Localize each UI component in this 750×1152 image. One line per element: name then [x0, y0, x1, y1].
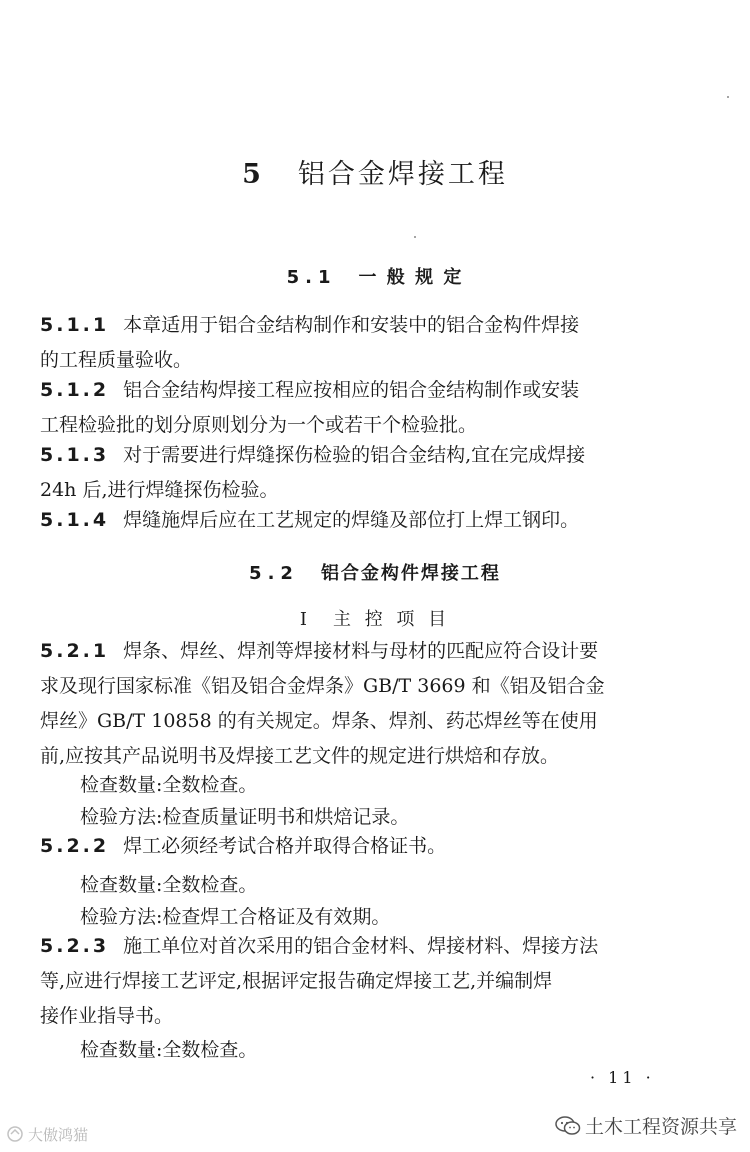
section-title: 一 般 规 定 — [358, 267, 464, 288]
clause-text: 焊丝》GB/T 10858 的有关规定。焊条、焊剂、药芯焊丝等在使用 — [40, 710, 598, 732]
section-number: 5.1 — [286, 267, 337, 288]
clause-number: 5.1.3 — [40, 444, 110, 466]
clause-text: 前,应按其产品说明书及焊接工艺文件的规定进行烘焙和存放。 — [40, 745, 560, 767]
watermark-right — [555, 1112, 737, 1139]
watermark-left — [6, 1124, 88, 1145]
clause-text: 焊工必须经考试合格并取得合格证书。 — [123, 835, 447, 857]
clause-5-2-3 — [40, 929, 720, 1034]
scan-speck — [414, 236, 416, 238]
chapter-heading — [0, 152, 750, 191]
chapter-title: 铝合金焊接工程 — [297, 159, 508, 190]
watermark-left-text: 大傲鸿猫 — [28, 1126, 89, 1144]
clause-5-2-1 — [40, 634, 720, 774]
clause-5-1-2 — [40, 373, 720, 443]
clause-5-2-2 — [40, 829, 720, 864]
page-number: · 11 · — [590, 1068, 655, 1087]
check-method: 检验方法:检查焊工合格证及有效期。 — [80, 906, 391, 928]
clause-text: 焊缝施焊后应在工艺规定的焊缝及部位打上焊工钢印。 — [123, 509, 580, 531]
clause-number: 5.2.3 — [40, 935, 110, 957]
check-quantity: 检查数量:全数检查。 — [80, 874, 258, 896]
subsection-title: 主 控 项 目 — [332, 609, 451, 630]
section-heading — [0, 559, 750, 585]
clause-text: 对于需要进行焊缝探伤检验的铝合金结构,宜在完成焊接 — [123, 444, 586, 466]
clause-number: 5.2.2 — [40, 835, 110, 857]
check-method: 检验方法:检查质量证明书和烘焙记录。 — [80, 806, 410, 828]
clause-text: 等,应进行焊接工艺评定,根据评定报告确定焊接工艺,并编制焊 — [40, 970, 553, 992]
watermark-text: 土木工程资源共享 — [585, 1116, 738, 1138]
clause-text: 24h 后,进行焊缝探伤检验。 — [40, 479, 279, 501]
subsection-heading — [0, 605, 750, 631]
section-heading — [0, 263, 750, 289]
clause-text: 工程检验批的划分原则划分为一个或若干个检验批。 — [40, 414, 478, 436]
section-title: 铝合金构件焊接工程 — [320, 563, 501, 584]
clause-5-1-3 — [40, 438, 720, 508]
clause-text: 施工单位对首次采用的铝合金材料、焊接材料、焊接方法 — [123, 935, 599, 957]
clause-text: 焊条、焊丝、焊剂等焊接材料与母材的匹配应符合设计要 — [123, 640, 599, 662]
watermark-logo-icon — [6, 1125, 28, 1143]
clause-text: 本章适用于铝合金结构制作和安装中的铝合金构件焊接 — [123, 314, 580, 336]
clause-5-1-4 — [40, 503, 720, 538]
scan-speck — [727, 96, 729, 98]
clause-text: 接作业指导书。 — [40, 1005, 174, 1027]
check-quantity: 检查数量:全数检查。 — [80, 1039, 258, 1061]
clause-number: 5.2.1 — [40, 640, 110, 662]
wechat-icon — [555, 1116, 581, 1136]
clause-5-1-1 — [40, 308, 720, 378]
clause-text: 求及现行国家标准《铝及铝合金焊条》GB/T 3669 和《铝及铝合金 — [40, 675, 605, 697]
clause-text: 铝合金结构焊接工程应按相应的铝合金结构制作或安装 — [123, 379, 580, 401]
clause-number: 5.1.4 — [40, 509, 110, 531]
clause-text: 的工程质量验收。 — [40, 349, 193, 371]
clause-number: 5.1.2 — [40, 379, 110, 401]
check-quantity: 检查数量:全数检查。 — [80, 774, 258, 796]
subsection-numeral: Ⅰ — [299, 609, 311, 630]
chapter-number: 5 — [242, 159, 264, 190]
section-number: 5.2 — [249, 563, 299, 584]
clause-number: 5.1.1 — [40, 314, 110, 336]
